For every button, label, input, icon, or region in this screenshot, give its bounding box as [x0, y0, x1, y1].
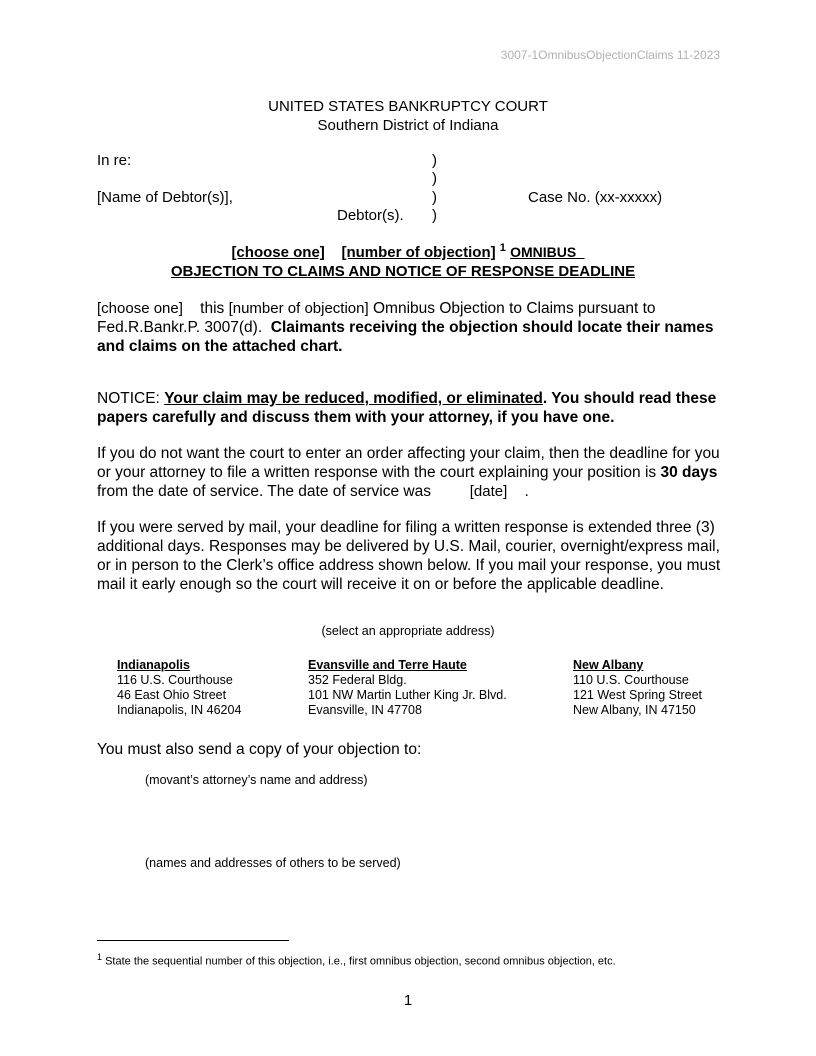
address-line: Indianapolis, IN 46204 [117, 703, 242, 717]
deadline-end: . [524, 483, 529, 500]
caption-paren: ) [432, 207, 437, 224]
address-city: Evansville and Terre Haute [308, 658, 467, 672]
intro-choose-one: [choose one] [97, 300, 183, 317]
footnote-text: State the sequential number of this objection, i.e., first omnibus objection, second omnibus objection, etc. [105, 955, 616, 968]
deadline-paragraph [97, 444, 722, 501]
footnote [97, 952, 777, 968]
debtor-label: Debtor(s). [337, 207, 404, 224]
others-placeholder: (names and addresses of others to be served) [145, 856, 401, 870]
objection-title-line1 [0, 242, 816, 261]
title-choose-one: [choose one] [231, 244, 325, 261]
mail-paragraph: If you were served by mail, your deadline for filing a written response is extended three (3) additional days. Responses may be delivered by U.S. Mail, courier, overnight/express mail, or in person to the Clerk’s office address shown below. If you mail your response, you must mail it early enough so the court will receive it on or before the applicable deadline. [97, 519, 721, 593]
address-line: 116 U.S. Courthouse [117, 673, 233, 687]
address-block-indianapolis [117, 658, 241, 718]
address-line: 352 Federal Bldg. [308, 673, 407, 687]
title-omnibus: OMNIBUS [510, 244, 577, 260]
debtor-name: [Name of Debtor(s)], [97, 189, 233, 206]
footnote-divider [97, 940, 289, 941]
objection-title-line2: OBJECTION TO CLAIMS AND NOTICE OF RESPONSE DEADLINE [170, 263, 636, 280]
intro-paragraph [97, 299, 722, 356]
intro-number-of-objection: [number of objection] [228, 300, 369, 317]
caption-paren: ) [432, 152, 437, 169]
address-block-new-albany [573, 658, 702, 718]
notice-paragraph [97, 389, 722, 427]
notice-label: NOTICE: [97, 390, 160, 407]
address-block-evansville [308, 658, 507, 718]
in-re-label: In re: [97, 152, 132, 169]
court-name: UNITED STATES BANKRUPTCY COURT [268, 98, 548, 115]
intro-rule: Fed.R.Bankr.P. 3007(d). [97, 319, 263, 336]
deadline-text-2: from the date of service. The date of service was [97, 483, 431, 500]
deadline-text: If you do not want the court to enter an order affecting your claim, then the deadline for you or your attorney to file a written response with the court explaining your position is [97, 445, 720, 481]
title-number-of-objection: [number of objection] [341, 244, 496, 261]
address-line: 110 U.S. Courthouse [573, 673, 689, 687]
address-line: 46 East Ohio Street [117, 688, 227, 702]
deadline-days: 30 days [660, 464, 718, 481]
intro-this: this [200, 300, 225, 317]
address-city: Indianapolis [117, 658, 190, 672]
notice-underlined: Your claim may be reduced, modified, or eliminated [164, 390, 543, 407]
footnote-number: 1 [97, 952, 103, 962]
court-heading [0, 97, 816, 135]
case-number: Case No. (xx-xxxxx) [528, 189, 663, 206]
copy-to-text: You must also send a copy of your objection to: [97, 741, 422, 758]
intro-bold-text: Claimants receiving the objection should locate their names and claims on the attached chart. [97, 319, 714, 355]
page-number: 1 [403, 992, 413, 1009]
address-city: New Albany [573, 658, 644, 672]
caption-paren: ) [432, 189, 437, 206]
title-footnote-ref: 1 [499, 242, 506, 254]
court-district: Southern District of Indiana [317, 117, 499, 134]
select-address-note: (select an appropriate address) [321, 624, 495, 638]
address-line: New Albany, IN 47150 [573, 703, 696, 717]
address-line: Evansville, IN 47708 [308, 703, 422, 717]
service-date: [date] [469, 483, 508, 500]
address-line: 121 West Spring Street [573, 688, 703, 702]
intro-text: Omnibus Objection to Claims pursuant to [372, 300, 656, 317]
address-line: 101 NW Martin Luther King Jr. Blvd. [308, 688, 507, 702]
movant-placeholder: (movant’s attorney’s name and address) [145, 773, 368, 787]
form-identifier: 3007-1OmnibusObjectionClaims 11-2023 [500, 48, 720, 62]
notice-rest: . You should read these papers carefully and discuss them with your attorney, if you have one. [97, 390, 717, 426]
caption-paren: ) [432, 170, 437, 187]
